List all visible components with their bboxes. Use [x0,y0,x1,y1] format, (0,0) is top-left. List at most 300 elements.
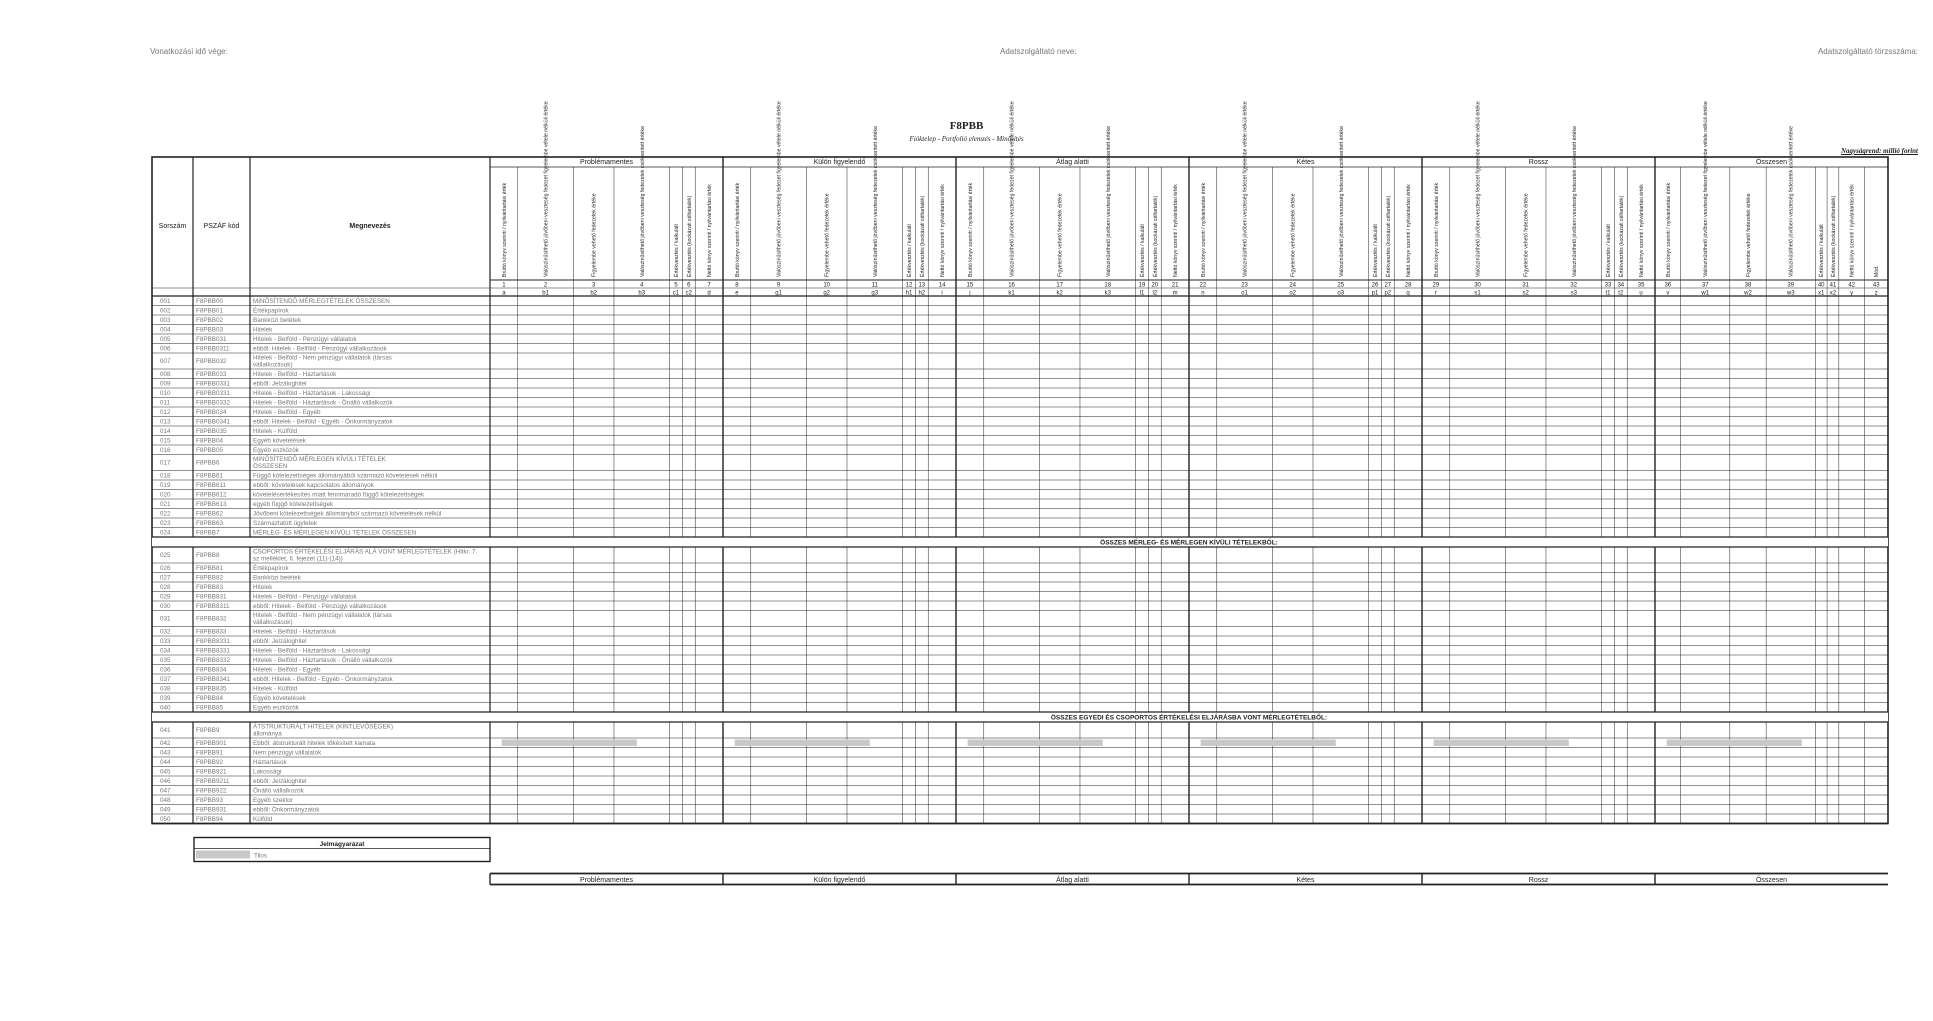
col-number-25: 26 [1371,282,1379,289]
col-number-38: 39 [1787,282,1795,289]
row-code: F8PBB62 [196,510,223,518]
row-name: ebből: Jelzáloghitel [253,637,307,645]
col-number-39: 40 [1817,282,1825,289]
sub-header-26: Értékvesztés (kockázati céltartalék) [1385,195,1392,277]
row-code: F8PBB9211 [196,777,230,785]
row-name: Bankközi betétek [253,316,301,324]
section-band [152,712,1888,722]
section-label: ÖSSZES MÉRLEG- ÉS MÉRLEGEN KÍVÜLI TÉTELEKBŐL: [1100,539,1278,547]
row-number: 027 [160,574,171,582]
row-name: MÉRLEG- ÉS MÉRLEGEN KÍVÜLI TÉTELEK ÖSSZESEN [253,529,417,537]
row-code: F8PBB835 [196,685,227,693]
col-letter-33: t2 [1618,290,1624,297]
row-name: ebből: Hitelek - Belföld - Pénzügyi vállalkozások [253,602,387,610]
row-code: F8PBB931 [196,806,227,814]
row-name: Egyéb szektor [253,796,293,804]
row-number: 041 [160,727,171,735]
row-code: F8PBB8341 [196,675,230,683]
row-code: F8PBB834 [196,666,227,674]
row-name: Hitelek - Belföld - Háztartások - Önálló vállalkozók [253,399,393,407]
row-code: F8PBB612 [196,491,227,499]
col-letter-28: r [1434,290,1437,297]
sub-header-16: Figyelembe vehető fedezetek értéke [1057,193,1064,277]
col-number-42: 43 [1872,282,1880,289]
sub-header-18: Értékvesztés / kalkulált [1139,224,1146,277]
row-number: 043 [160,749,171,757]
col-letter-10: g3 [871,290,879,297]
footer-group-4: Rossz [1528,876,1549,884]
row-code: F8PBB0311 [196,345,230,353]
col-number-41: 42 [1848,282,1856,289]
col-letter-11: h1 [905,290,913,297]
col-number-2: 3 [592,282,596,289]
provider-name-label: Adatszolgáltató neve: [1000,47,1077,56]
sub-header-41: Nettó könyv szerinti / nyilvántartási érték [1849,184,1856,277]
sub-header-6: Nettó könyv szerinti / nyilvántartási érték [707,184,714,277]
row-number: 030 [160,602,171,610]
row-code: F8PBB8311 [196,602,230,610]
provider-id-label: Adatszolgáltató törzsszáma: [1817,47,1918,56]
col-number-20: 21 [1171,282,1179,289]
row-number: 021 [160,500,171,508]
sub-header-20: Nettó könyv szerinti / nyilvántartási érték [1173,184,1180,277]
sub-header-19: Értékvesztés (kockázati céltartalék) [1152,195,1159,277]
row-code: F8PBB93 [196,796,223,804]
row-name: Hitelek [253,326,273,334]
col-letter-17: k3 [1104,290,1111,297]
row-number: 006 [160,345,171,353]
row-name: Lakossági [253,768,282,776]
row-name: Háztartások [253,758,287,766]
row-code: F8PBB032 [196,358,227,366]
shaded-cell [1201,740,1336,747]
row-code: F8PBB832 [196,615,227,623]
row-number: 031 [160,615,171,623]
group-header-4: Rossz [1528,159,1549,166]
row-number: 011 [160,399,171,407]
col-letter-23: o2 [1289,290,1297,297]
col-header-sorszam: Sorszám [158,223,187,230]
group-header-5: Összesen [1755,159,1788,166]
col-letter-13: i [941,290,943,297]
col-number-35: 36 [1664,282,1672,289]
row-number: 016 [160,446,171,454]
sub-header-39: Értékvesztés / kalkulált [1819,224,1826,277]
col-number-33: 34 [1617,282,1625,289]
row-code: F8PBB81 [196,564,223,572]
row-number: 017 [160,459,171,467]
page-title: F8PBB [949,120,984,132]
sub-header-13: Nettó könyv szerinti / nyilvántartási érték [940,184,947,277]
col-number-21: 22 [1199,282,1207,289]
col-letter-3: b3 [638,290,646,297]
col-letter-1: b1 [542,290,549,297]
col-letter-4: c1 [672,290,680,297]
sub-header-17: Valószínűsíthető jövőbeni veszteség fedezetek csökkentett értéke [1105,125,1112,277]
row-code: F8PBB94 [196,815,223,823]
col-number-6: 7 [707,282,711,289]
col-letter-42: z [1874,290,1878,297]
col-letter-2: b2 [590,290,598,297]
col-letter-5: c2 [685,290,692,297]
col-letter-26: p2 [1384,290,1392,297]
row-name: egyéb függő kötelezettségek [253,500,334,508]
col-letter-38: w3 [1786,290,1795,297]
col-letter-41: y [1850,290,1854,297]
row-code: F8PBB04 [196,437,223,445]
row-name-cont: vállalkozások) [253,619,293,626]
sub-header-21: Bruttó könyv szerinti / nyilvántartási érték [1200,182,1207,277]
legend-item: Tilos [254,852,268,860]
row-number: 005 [160,335,171,343]
sub-header-2: Figyelembe vehető fedezetek értéke [591,193,598,277]
sub-header-14: Bruttó könyv szerinti / nyilvántartási érték [967,182,974,277]
sub-header-38: Valószínűsíthető jövőbeni veszteség fedezetek csökkentett értéke [1788,125,1795,277]
row-number: 042 [160,739,171,747]
col-letter-32: t1 [1605,290,1611,297]
row-code: F8PBB03 [196,326,223,334]
row-number: 046 [160,777,171,785]
sub-header-33: Értékvesztés (kockázati céltartalék) [1618,195,1625,277]
row-code: F8PBB61 [196,472,223,480]
row-number: 049 [160,806,171,814]
row-name: Függő kötelezettségek állományából származó követelések nélkül [253,472,438,480]
col-letter-14: j [969,290,971,297]
sub-header-12: Értékvesztés (kockázati céltartalék) [919,195,926,277]
col-number-29: 30 [1474,282,1481,289]
footer-group-5: Összesen [1755,876,1788,884]
sub-header-42: Mód. [1874,265,1881,277]
row-name: MINŐSÍTENDŐ MÉRLEGTÉTELEK ÖSSZESEN [253,297,390,305]
row-name: Hitelek - Belföld - Háztartások [253,370,337,378]
footer-group-3: Kétes [1296,876,1315,884]
sub-header-29: Valószínűsíthető jövőbeni veszteség fedezet figyelembe vétele nélküli értéke [1475,101,1482,277]
col-number-3: 4 [640,282,644,289]
row-number: 038 [160,685,171,693]
col-number-9: 10 [823,282,831,289]
col-letter-25: p1 [1371,290,1379,297]
unit-label: Nagyságrend: millió forint [1840,147,1918,155]
row-code: F8PBB6 [196,459,220,467]
row-name: Önálló vállalkozók [253,787,304,795]
row-name: Hitelek - Belföld - Egyéb [253,666,321,674]
row-code: F8PBB83 [196,583,223,591]
section-band [152,537,1888,547]
row-name: Hitelek [253,583,273,591]
col-number-23: 24 [1289,282,1297,289]
col-letter-35: v [1666,290,1670,297]
sub-header-24: Valószínűsíthető jövőbeni veszteség fedezetek csökkentett értéke [1338,125,1345,277]
col-letter-36: w1 [1701,290,1710,297]
group-header-0: Problémamentes [580,159,633,166]
row-name: Származtatott ügyletek [253,519,318,527]
legend-swatch [196,851,250,859]
col-number-31: 32 [1570,282,1578,289]
col-number-22: 23 [1241,282,1248,289]
row-number: 035 [160,656,171,664]
row-number: 036 [160,666,171,674]
col-number-36: 37 [1701,282,1709,289]
row-number: 001 [160,297,171,305]
col-number-1: 2 [543,282,548,289]
row-number: 012 [160,408,171,416]
row-name: Hitelek - Belföld - Háztartások - Önálló vállalkozók [253,656,393,664]
group-header-2: Átlag alatti [1056,159,1089,166]
row-number: 047 [160,787,171,795]
row-code: F8PBB901 [196,739,227,747]
row-code: F8PBB85 [196,704,223,712]
row-code: F8PBB91 [196,749,223,757]
col-number-14: 15 [966,282,974,289]
row-name: MINŐSÍTENDŐ MÉRLEGEN KÍVÜLI TÉTELEK [253,456,386,463]
sub-header-40: Értékvesztés (kockázati céltartalék) [1830,195,1837,277]
sub-header-31: Valószínűsíthető jövőbeni veszteség fedezetek csökkentett értéke [1571,125,1578,277]
row-number: 024 [160,529,171,537]
row-name: Ebből: átstrukturált hitelek tőkésített kamata [253,739,376,747]
row-code: F8PBB0332 [196,399,230,407]
shaded-cell [1434,740,1569,747]
row-number: 018 [160,472,171,480]
sub-header-25: Értékvesztés / kalkulált [1372,224,1379,277]
row-name: Külföld [253,815,273,823]
col-number-5: 6 [687,282,691,289]
row-code: F8PBB7 [196,529,220,537]
row-name: ebből: Hitelek - Belföld - Pénzügyi vállalkozások [253,345,387,353]
sub-header-1: Valószínűsíthető jövőbeni veszteség fedezet figyelembe vétele nélküli értéke [543,101,550,277]
sub-header-34: Nettó könyv szerinti / nyilvántartási érték [1639,184,1646,277]
col-letter-27: q [1406,290,1410,297]
section-label: ÖSSZES EGYEDI ÉS CSOPORTOS ÉRTÉKELÉSI ELJÁRÁSBA VONT MÉRLEGTÉTELBŐL: [1050,714,1328,722]
row-number: 040 [160,704,171,712]
row-number: 003 [160,316,171,324]
group-header-1: Külön figyelendő [813,159,866,166]
row-name: Bankközi betétek [253,574,301,582]
row-number: 015 [160,437,171,445]
col-number-26: 27 [1384,282,1392,289]
col-letter-20: m [1172,290,1178,297]
col-letter-0: a [502,290,506,297]
col-number-34: 35 [1637,282,1645,289]
sub-header-35: Bruttó könyv szerinti / nyilvántartási érték [1665,182,1672,277]
col-number-27: 28 [1404,282,1412,289]
row-name: ebből: Hitelek - Belföld - Egyéb - Önkormányzatok [253,418,393,426]
row-code: F8PBB8332 [196,656,230,664]
col-number-24: 25 [1337,282,1345,289]
row-code: F8PBB0331 [196,389,230,397]
col-letter-9: g2 [823,290,831,297]
row-code: F8PBB611 [196,481,226,489]
row-code: F8PBB05 [196,446,223,454]
row-number: 034 [160,647,171,655]
sub-header-30: Figyelembe vehető fedezetek értéke [1523,193,1530,277]
row-number: 010 [160,389,171,397]
col-number-30: 31 [1522,282,1530,289]
row-name: Egyéb követelések [253,437,306,445]
col-header-megnevezes: Megnevezés [349,223,391,230]
col-number-32: 33 [1604,282,1612,289]
col-letter-31: s3 [1570,290,1577,297]
row-name: Hitelek - Belföld - Háztartások [253,628,337,636]
footer-group-1: Külön figyelendő [813,876,866,884]
row-code: F8PBB0331 [196,380,230,388]
row-name-cont: állománya [253,730,282,738]
row-name: Hitelek - Belföld - Pénzügyi vállalatok [253,593,357,601]
col-letter-15: k1 [1008,290,1015,297]
col-letter-37: w2 [1744,290,1752,297]
row-name-cont: vállalkozások) [253,361,293,369]
col-number-17: 18 [1104,282,1112,289]
row-name: ÁTSTRUKTURÁLT HITELEK (KINTLEVŐSÉGEK) [253,723,394,731]
sub-header-10: Valószínűsíthető jövőbeni veszteség fedezetek csökkentett értéke [872,125,879,277]
sub-header-28: Bruttó könyv szerinti / nyilvántartási érték [1433,182,1440,277]
row-name: Egyéb eszközök [253,446,299,454]
row-code: F8PBB033 [196,370,227,378]
sub-header-23: Figyelembe vehető fedezetek értéke [1290,193,1297,277]
col-number-12: 13 [918,282,926,289]
row-number: 044 [160,758,171,766]
row-name: ebből: Önkormányzatok [253,806,320,814]
row-name: Hitelek - Belföld - Háztartások - Lakossági [253,647,371,655]
row-number: 039 [160,694,171,702]
row-code: F8PBB031 [196,335,227,343]
row-code: F8PBB922 [196,787,227,795]
footer-group-0: Problémamentes [580,876,633,884]
shaded-cell [735,740,870,747]
row-name: ebből: Hitelek - Belföld - Egyéb - Önkormányzatok [253,675,393,683]
row-name: Hitelek - Külföld [253,685,298,693]
col-number-16: 17 [1056,282,1064,289]
row-number: 009 [160,380,171,388]
row-name-cont: sz melléklet, II. fejezet (11)-(14)) [253,555,343,563]
sub-header-22: Valószínűsíthető jövőbeni veszteség fedezet figyelembe vétele nélküli értéke [1242,101,1249,277]
col-number-4: 5 [674,282,678,289]
shaded-cell [502,740,637,747]
footer-group-2: Átlag alatti [1056,876,1089,884]
col-number-10: 11 [871,282,878,289]
row-number: 029 [160,593,171,601]
sub-header-5: Értékvesztés (kockázati céltartalék) [686,195,693,277]
row-number: 033 [160,637,171,645]
sub-header-3: Valószínűsíthető jövőbeni veszteség fedezetek csökkentett értéke [639,125,646,277]
row-number: 025 [160,552,171,560]
col-letter-40: x2 [1829,290,1837,297]
row-number: 004 [160,326,171,334]
row-number: 007 [160,358,171,366]
col-number-11: 12 [905,282,913,289]
sub-header-9: Figyelembe vehető fedezetek értéke [824,193,831,277]
row-code: F8PBB8331 [196,637,230,645]
row-number: 008 [160,370,171,378]
row-number: 020 [160,491,171,499]
row-name: Hitelek - Belföld - Pénzügyi vállalatok [253,335,357,343]
row-code: F8PBB831 [196,593,227,601]
row-name: Hitelek - Belföld - Egyéb [253,408,321,416]
col-letter-34: u [1639,290,1643,297]
col-number-15: 16 [1008,282,1015,289]
shaded-cell [968,740,1103,747]
row-name-cont: ÖSSZESEN [253,463,288,470]
row-number: 022 [160,510,171,518]
row-code: F8PBB84 [196,694,223,702]
col-number-7: 8 [735,282,739,289]
col-letter-39: x1 [1818,290,1825,297]
row-number: 048 [160,796,171,804]
sub-header-8: Valószínűsíthető jövőbeni veszteség fedezet figyelembe vétele nélküli értéke [776,101,783,277]
row-name: Hitelek - Belföld - Nem pénzügyi vállalatok (társas [253,354,392,362]
row-name: Egyéb eszközök [253,704,299,712]
row-number: 019 [160,481,171,489]
col-number-0: 1 [502,282,506,289]
row-code: F8PBB8331 [196,647,230,655]
row-name: ebből: követelések kapcsolatos állományok [253,481,374,489]
col-letter-19: l2 [1152,290,1158,297]
col-number-13: 14 [938,282,946,289]
row-number: 023 [160,519,171,527]
legend-title: Jelmagyarázat [319,841,365,848]
reference-date-label: Vonatkozási idő vége: [150,47,228,56]
row-code: F8PBB01 [196,307,223,315]
table-frame [152,157,1888,824]
row-code: F8PBB0341 [196,418,230,426]
col-letter-22: o1 [1241,290,1248,297]
row-name: Hitelek - Belföld - Háztartások - Lakossági [253,389,371,397]
col-letter-24: o3 [1337,290,1345,297]
row-code: F8PBB613 [196,500,227,508]
col-number-19: 20 [1151,282,1159,289]
sub-header-0: Bruttó könyv szerinti / nyilvántartási érték [501,182,508,277]
row-name: ebből: Jelzáloghitel [253,380,307,388]
col-letter-8: g1 [775,290,782,297]
page-subtitle: Fióktelep - Portfolió elemzés - Minősítés [909,135,1024,143]
col-number-40: 41 [1829,282,1837,289]
sub-header-32: Értékvesztés / kalkulált [1605,224,1612,277]
col-letter-7: e [735,290,739,297]
row-number: 032 [160,628,171,636]
sub-header-15: Valószínűsíthető jövőbeni veszteség fedezet figyelembe vétele nélküli értéke [1009,101,1016,277]
row-code: F8PBB833 [196,628,227,636]
row-code: F8PBB034 [196,408,227,416]
row-number: 028 [160,583,171,591]
col-letter-21: n [1201,290,1205,297]
row-name: Jövőbeni kötelezettségek állományból származó követelések nélkül [253,510,442,518]
row-code: F8PBB92 [196,758,223,766]
row-name: Egyéb követelések [253,694,306,702]
sub-header-7: Bruttó könyv szerinti / nyilvántartási érték [734,182,741,277]
row-name: Hitelek - Belföld - Nem pénzügyi vállalatok (társas [253,612,392,619]
row-number: 013 [160,418,171,426]
col-header-pszaf: PSZÁF kód [203,223,240,230]
row-code: F8PBB82 [196,574,223,582]
sub-header-37: Figyelembe vehető fedezetek értéke [1745,193,1752,277]
row-name: ebből: Jelzáloghitel [253,777,307,785]
row-name: Értékpapírok [253,307,289,315]
row-code: F8PBB63 [196,519,223,527]
row-name: Hitelek - Külföld [253,427,298,435]
sub-header-36: Valószínűsíthető jövőbeni veszteség fedezet figyelembe vétele nélküli értéke [1703,101,1710,277]
col-number-8: 9 [776,282,781,289]
row-code: F8PBB02 [196,316,223,324]
col-letter-29: s1 [1474,290,1481,297]
col-letter-6: d [707,290,711,297]
row-number: 045 [160,768,171,776]
group-header-3: Kétes [1296,159,1315,166]
col-letter-18: l1 [1139,290,1145,297]
row-code: F8PBB921 [196,768,227,776]
row-code: F8PBB035 [196,427,227,435]
row-code: F8PBB8 [196,552,220,560]
sub-header-4: Értékvesztés / kalkulált [673,224,680,277]
sub-header-11: Értékvesztés / kalkulált [906,224,913,277]
